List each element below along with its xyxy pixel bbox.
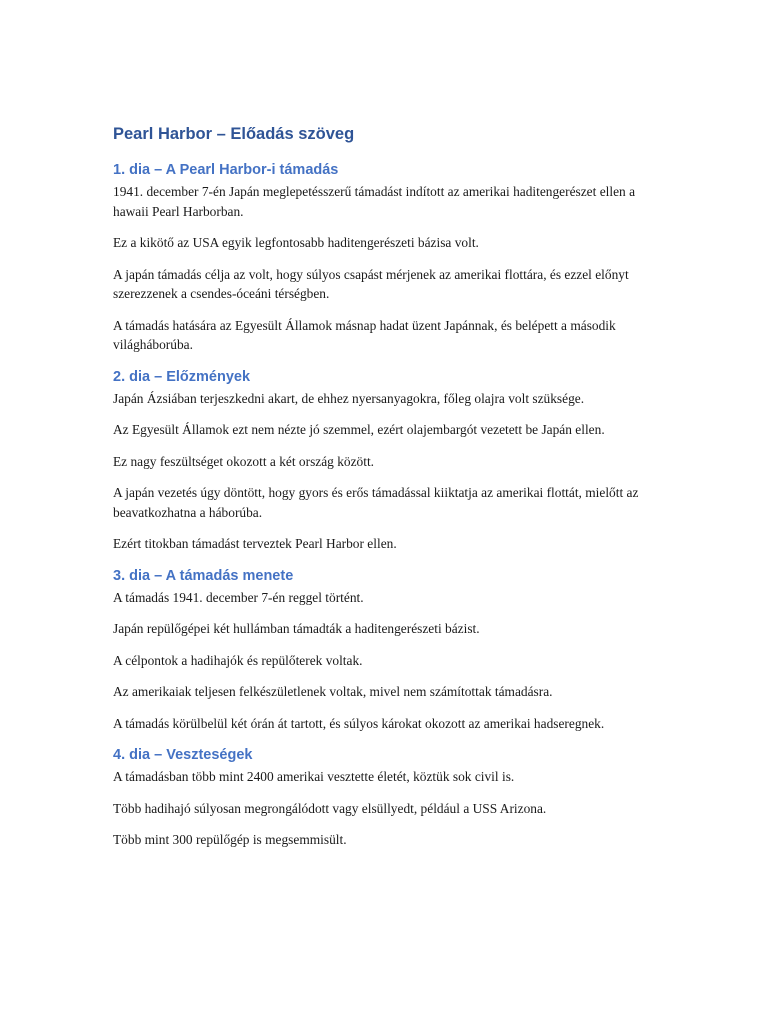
section-heading: 1. dia – A Pearl Harbor-i támadás — [113, 162, 339, 178]
section-slide-1 — [113, 160, 673, 355]
document-page — [113, 122, 673, 862]
section-slide-4 — [113, 745, 673, 850]
section-slide-2 — [113, 367, 673, 554]
paragraph: Ez nagy feszültséget okozott a két ország között. — [113, 453, 375, 469]
paragraph: 1941. december 7-én Japán meglepetésszerű támadást indított az amerikai haditengerészet ellen a hawaii Pearl Harborban. — [113, 184, 636, 219]
section-heading: 4. dia – Veszteségek — [113, 747, 253, 763]
section-slide-3 — [113, 566, 673, 734]
paragraph: A támadás körülbelül két órán át tartott, és súlyos károkat okozott az amerikai hadseregnek. — [113, 715, 605, 731]
paragraph: Több hadihajó súlyosan megrongálódott vagy elsüllyedt, például a USS Arizona. — [113, 800, 547, 816]
paragraph: A célpontok a hadihajók és repülőterek voltak. — [113, 652, 363, 668]
section-heading: 2. dia – Előzmények — [113, 368, 251, 385]
paragraph: A támadásban több mint 2400 amerikai vesztette életét, köztük sok civil is. — [113, 769, 515, 784]
paragraph: Az Egyesült Államok ezt nem nézte jó szemmel, ezért olajembargót vezetett be Japán ellen. — [113, 422, 605, 437]
paragraph: Japán repülőgépei két hullámban támadták a haditengerészeti bázist. — [113, 621, 480, 636]
paragraph: A japán támadás célja az volt, hogy súlyos csapást mérjenek az amerikai flottára, és ezzel előnyt szerezzenek a csendes-óceáni térségben. — [113, 266, 629, 301]
paragraph: Több mint 300 repülőgép is megsemmisült. — [113, 832, 347, 847]
paragraph: Az amerikaiak teljesen felkészületlenek voltak, mivel nem számítottak támadásra. — [113, 684, 553, 699]
paragraph: A támadás hatására az Egyesült Államok másnap hadat üzent Japánnak, és belépett a második világháborúba. — [113, 317, 616, 352]
paragraph: A támadás 1941. december 7-én reggel történt. — [113, 589, 364, 605]
paragraph: Ez a kikötő az USA egyik legfontosabb haditengerészeti bázisa volt. — [113, 235, 479, 250]
document-title: Pearl Harbor – Előadás szöveg — [113, 125, 355, 143]
paragraph: A japán vezetés úgy döntött, hogy gyors és erős támadással kiiktatja az amerikai flottát, mielőtt az beavatkozhatna a háborúba. — [113, 485, 639, 520]
section-heading: 3. dia – A támadás menete — [113, 567, 294, 584]
paragraph: Japán Ázsiában terjeszkedni akart, de ehhez nyersanyagokra, főleg olajra volt szüksége. — [113, 390, 585, 406]
paragraph: Ezért titokban támadást terveztek Pearl Harbor ellen. — [113, 536, 397, 551]
